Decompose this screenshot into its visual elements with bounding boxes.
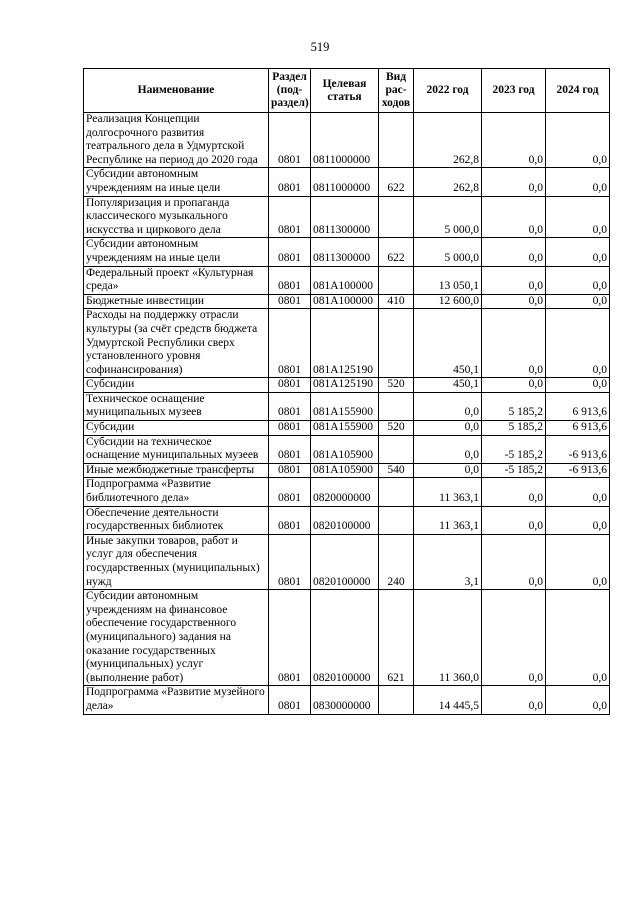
table-row (84, 421, 610, 436)
cell-type (379, 266, 414, 294)
table-row (84, 266, 610, 294)
cell-name: Субсидии (84, 421, 269, 436)
cell-2022: 14 445,5 (414, 686, 482, 714)
cell-target: 081A100000 (311, 294, 379, 309)
cell-2022: 11 360,0 (414, 590, 482, 686)
table-row (84, 478, 610, 506)
cell-2023: 5 185,2 (482, 421, 546, 436)
cell-name: Подпрограмма «Развитие музейного дела» (84, 686, 269, 714)
header-type: Вид рас-ходов (379, 69, 414, 113)
cell-type: 622 (379, 168, 414, 196)
table-row (84, 506, 610, 534)
cell-target: 081A100000 (311, 266, 379, 294)
cell-2024: 0,0 (546, 590, 610, 686)
cell-2024: 0,0 (546, 309, 610, 378)
cell-section: 0801 (269, 378, 311, 393)
cell-target: 081A125190 (311, 309, 379, 378)
table-row (84, 196, 610, 238)
cell-2024: -6 913,6 (546, 463, 610, 478)
cell-2023: 0,0 (482, 686, 546, 714)
cell-2024: 0,0 (546, 478, 610, 506)
cell-section: 0801 (269, 168, 311, 196)
cell-target: 0811000000 (311, 113, 379, 168)
cell-target: 0811000000 (311, 168, 379, 196)
header-2022: 2022 год (414, 69, 482, 113)
table-row (84, 435, 610, 463)
table-row (84, 463, 610, 478)
cell-2023: 0,0 (482, 238, 546, 266)
cell-2022: 0,0 (414, 392, 482, 420)
cell-type: 622 (379, 238, 414, 266)
cell-2023: 0,0 (482, 478, 546, 506)
header-section: Раздел (под-раздел) (269, 69, 311, 113)
table-row (84, 686, 610, 714)
cell-2024: 0,0 (546, 266, 610, 294)
cell-2023: 0,0 (482, 506, 546, 534)
cell-2022: 450,1 (414, 378, 482, 393)
cell-2023: 5 185,2 (482, 392, 546, 420)
cell-target: 081A155900 (311, 392, 379, 420)
table-row (84, 294, 610, 309)
table-header-row (84, 69, 610, 113)
cell-2024: 0,0 (546, 506, 610, 534)
cell-type (379, 392, 414, 420)
cell-2024: 0,0 (546, 686, 610, 714)
cell-type (379, 113, 414, 168)
cell-2024: 6 913,6 (546, 421, 610, 436)
cell-type: 410 (379, 294, 414, 309)
cell-2023: 0,0 (482, 196, 546, 238)
cell-type (379, 478, 414, 506)
cell-section: 0801 (269, 392, 311, 420)
table-row (84, 392, 610, 420)
cell-target: 0820000000 (311, 478, 379, 506)
cell-type: 540 (379, 463, 414, 478)
cell-2022: 5 000,0 (414, 238, 482, 266)
cell-type (379, 686, 414, 714)
cell-2022: 0,0 (414, 435, 482, 463)
cell-target: 0820100000 (311, 590, 379, 686)
cell-2022: 450,1 (414, 309, 482, 378)
cell-2023: -5 185,2 (482, 463, 546, 478)
cell-2023: 0,0 (482, 309, 546, 378)
table-row (84, 309, 610, 378)
cell-section: 0801 (269, 196, 311, 238)
cell-2024: 0,0 (546, 168, 610, 196)
cell-type (379, 506, 414, 534)
cell-name: Бюджетные инвестиции (84, 294, 269, 309)
cell-type: 520 (379, 421, 414, 436)
cell-2022: 11 363,1 (414, 478, 482, 506)
cell-2023: 0,0 (482, 378, 546, 393)
header-2023: 2023 год (482, 69, 546, 113)
cell-section: 0801 (269, 113, 311, 168)
cell-2022: 13 050,1 (414, 266, 482, 294)
cell-type (379, 309, 414, 378)
cell-2023: 0,0 (482, 113, 546, 168)
header-name: Наименование (84, 69, 269, 113)
cell-2022: 262,8 (414, 113, 482, 168)
table-row (84, 238, 610, 266)
cell-2024: 0,0 (546, 113, 610, 168)
cell-target: 0830000000 (311, 686, 379, 714)
cell-target: 081A105900 (311, 435, 379, 463)
cell-2024: 0,0 (546, 294, 610, 309)
table-row (84, 378, 610, 393)
cell-name: Субсидии на техническое оснащение муниципальных музеев (84, 435, 269, 463)
cell-2022: 11 363,1 (414, 506, 482, 534)
cell-name: Техническое оснащение муниципальных музеев (84, 392, 269, 420)
cell-name: Федеральный проект «Культурная среда» (84, 266, 269, 294)
cell-2023: -5 185,2 (482, 435, 546, 463)
table-row (84, 590, 610, 686)
cell-section: 0801 (269, 686, 311, 714)
cell-type (379, 196, 414, 238)
cell-name: Субсидии автономным учреждениям на иные цели (84, 238, 269, 266)
cell-2022: 0,0 (414, 463, 482, 478)
cell-type (379, 435, 414, 463)
cell-section: 0801 (269, 435, 311, 463)
cell-2023: 0,0 (482, 534, 546, 589)
cell-section: 0801 (269, 463, 311, 478)
cell-target: 081A125190 (311, 378, 379, 393)
table-row (84, 534, 610, 589)
cell-name: Расходы на поддержку отрасли культуры (за счёт средств бюджета Удмуртской Республики сверх установленного уровня софинансирования) (84, 309, 269, 378)
table-row (84, 168, 610, 196)
cell-2024: 6 913,6 (546, 392, 610, 420)
cell-section: 0801 (269, 421, 311, 436)
cell-name: Иные межбюджетные трансферты (84, 463, 269, 478)
cell-section: 0801 (269, 590, 311, 686)
cell-2022: 12 600,0 (414, 294, 482, 309)
cell-name: Субсидии (84, 378, 269, 393)
cell-2023: 0,0 (482, 590, 546, 686)
cell-target: 081A105900 (311, 463, 379, 478)
cell-2022: 262,8 (414, 168, 482, 196)
cell-type: 621 (379, 590, 414, 686)
cell-2023: 0,0 (482, 266, 546, 294)
table-row (84, 113, 610, 168)
cell-name: Обеспечение деятельности государственных библиотек (84, 506, 269, 534)
cell-section: 0801 (269, 238, 311, 266)
cell-section: 0801 (269, 294, 311, 309)
cell-target: 0820100000 (311, 534, 379, 589)
page-number: 519 (310, 40, 330, 54)
cell-2023: 0,0 (482, 294, 546, 309)
header-2024: 2024 год (546, 69, 610, 113)
cell-section: 0801 (269, 478, 311, 506)
cell-2024: 0,0 (546, 378, 610, 393)
cell-2022: 3,1 (414, 534, 482, 589)
cell-name: Реализация Концепции долгосрочного развития театрального дела в Удмуртской Республике на период до 2020 года (84, 113, 269, 168)
cell-2022: 0,0 (414, 421, 482, 436)
header-target: Целевая статья (311, 69, 379, 113)
cell-2024: -6 913,6 (546, 435, 610, 463)
cell-2023: 0,0 (482, 168, 546, 196)
cell-name: Субсидии автономным учреждениям на финансовое обеспечение государственного (муниципального) задания на оказание государственных (муниципальных) услуг (выполнение работ) (84, 590, 269, 686)
cell-2024: 0,0 (546, 534, 610, 589)
cell-section: 0801 (269, 506, 311, 534)
cell-target: 0820100000 (311, 506, 379, 534)
cell-name: Субсидии автономным учреждениям на иные цели (84, 168, 269, 196)
cell-name: Популяризация и пропаганда классического музыкального искусства и циркового дела (84, 196, 269, 238)
cell-name: Подпрограмма «Развитие библиотечного дела» (84, 478, 269, 506)
cell-type: 240 (379, 534, 414, 589)
cell-type: 520 (379, 378, 414, 393)
budget-table (83, 68, 610, 715)
cell-2024: 0,0 (546, 238, 610, 266)
cell-section: 0801 (269, 309, 311, 378)
cell-2024: 0,0 (546, 196, 610, 238)
cell-target: 0811300000 (311, 196, 379, 238)
cell-target: 081A155900 (311, 421, 379, 436)
cell-name: Иные закупки товаров, работ и услуг для обеспечения государственных (муниципальных) нужд (84, 534, 269, 589)
cell-target: 0811300000 (311, 238, 379, 266)
cell-section: 0801 (269, 266, 311, 294)
cell-2022: 5 000,0 (414, 196, 482, 238)
cell-section: 0801 (269, 534, 311, 589)
